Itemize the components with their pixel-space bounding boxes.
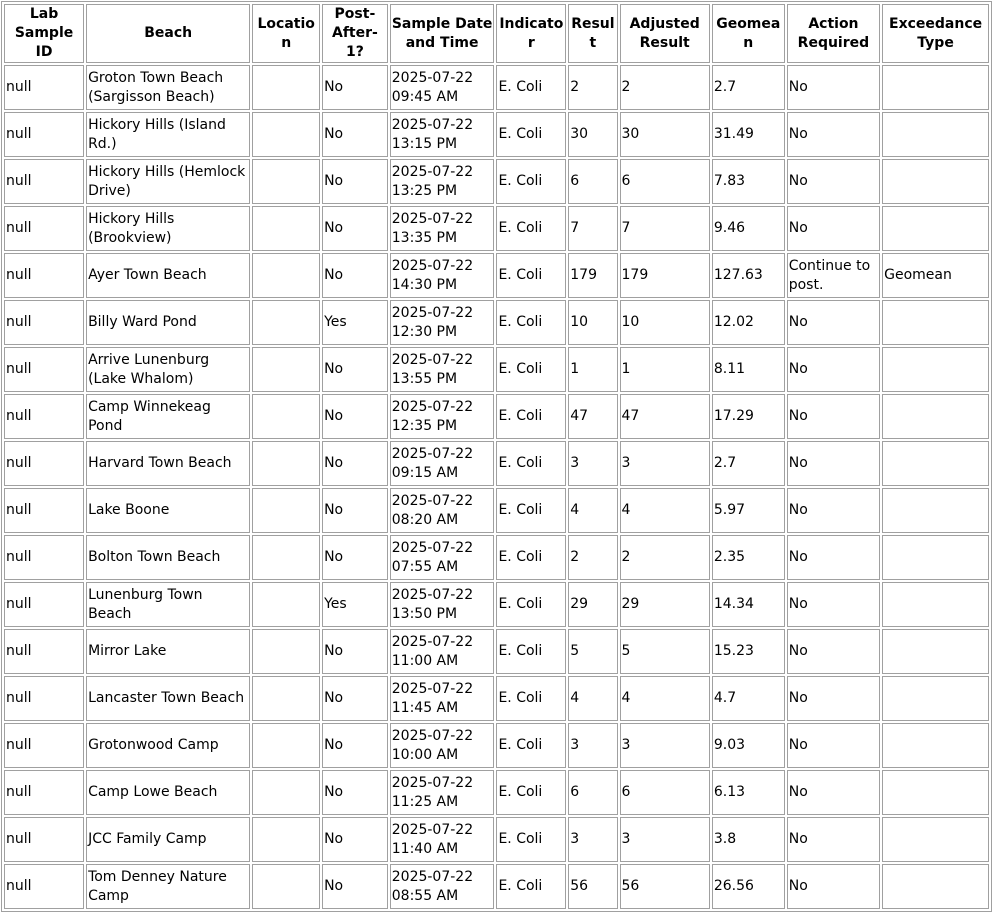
cell-indicator: E. Coli — [496, 253, 566, 298]
table-row — [4, 253, 989, 298]
cell-sample-date-time: 2025-07-22 12:35 PM — [390, 394, 495, 439]
header-adjusted-result: Adjusted Result — [620, 4, 710, 63]
table-row — [4, 817, 989, 862]
cell-post-after-1: Yes — [322, 582, 388, 627]
table-row — [4, 723, 989, 768]
cell-geomean: 9.03 — [712, 723, 785, 768]
cell-action-required: No — [787, 488, 880, 533]
table-row — [4, 347, 989, 392]
table-row — [4, 65, 989, 110]
cell-exceedance-type: Geomean — [882, 253, 989, 298]
cell-location — [252, 441, 320, 486]
table-row — [4, 629, 989, 674]
cell-post-after-1: No — [322, 159, 388, 204]
cell-sample-date-time: 2025-07-22 11:45 AM — [390, 676, 495, 721]
cell-beach: Bolton Town Beach — [86, 535, 250, 580]
cell-lab-sample-id: null — [4, 864, 84, 909]
cell-post-after-1: No — [322, 112, 388, 157]
cell-geomean: 26.56 — [712, 864, 785, 909]
cell-lab-sample-id: null — [4, 441, 84, 486]
cell-action-required: No — [787, 394, 880, 439]
cell-sample-date-time: 2025-07-22 11:25 AM — [390, 770, 495, 815]
cell-adjusted-result: 2 — [620, 535, 710, 580]
cell-exceedance-type — [882, 535, 989, 580]
cell-lab-sample-id: null — [4, 206, 84, 251]
cell-action-required: No — [787, 582, 880, 627]
cell-sample-date-time: 2025-07-22 07:55 AM — [390, 535, 495, 580]
cell-post-after-1: No — [322, 817, 388, 862]
cell-adjusted-result: 2 — [620, 65, 710, 110]
cell-adjusted-result: 3 — [620, 723, 710, 768]
cell-exceedance-type — [882, 347, 989, 392]
cell-geomean: 127.63 — [712, 253, 785, 298]
cell-indicator: E. Coli — [496, 206, 566, 251]
cell-indicator: E. Coli — [496, 394, 566, 439]
cell-lab-sample-id: null — [4, 582, 84, 627]
cell-geomean: 31.49 — [712, 112, 785, 157]
table-row — [4, 206, 989, 251]
cell-lab-sample-id: null — [4, 300, 84, 345]
cell-adjusted-result: 7 — [620, 206, 710, 251]
cell-result: 29 — [568, 582, 617, 627]
cell-beach: JCC Family Camp — [86, 817, 250, 862]
cell-result: 3 — [568, 817, 617, 862]
cell-location — [252, 582, 320, 627]
header-geomean: Geomean — [712, 4, 785, 63]
cell-exceedance-type — [882, 770, 989, 815]
table-row — [4, 676, 989, 721]
cell-adjusted-result: 6 — [620, 770, 710, 815]
cell-location — [252, 159, 320, 204]
cell-beach: Hickory Hills (Island Rd.) — [86, 112, 250, 157]
cell-location — [252, 629, 320, 674]
cell-location — [252, 112, 320, 157]
cell-indicator: E. Coli — [496, 159, 566, 204]
cell-geomean: 12.02 — [712, 300, 785, 345]
header-sample-date-time: Sample Date and Time — [390, 4, 495, 63]
cell-post-after-1: No — [322, 347, 388, 392]
cell-exceedance-type — [882, 723, 989, 768]
cell-sample-date-time: 2025-07-22 08:20 AM — [390, 488, 495, 533]
cell-beach: Harvard Town Beach — [86, 441, 250, 486]
cell-geomean: 8.11 — [712, 347, 785, 392]
table-row — [4, 535, 989, 580]
cell-action-required: No — [787, 65, 880, 110]
cell-location — [252, 864, 320, 909]
cell-sample-date-time: 2025-07-22 13:55 PM — [390, 347, 495, 392]
cell-geomean: 9.46 — [712, 206, 785, 251]
cell-post-after-1: No — [322, 441, 388, 486]
cell-action-required: No — [787, 347, 880, 392]
cell-post-after-1: No — [322, 488, 388, 533]
cell-result: 5 — [568, 629, 617, 674]
cell-sample-date-time: 2025-07-22 13:35 PM — [390, 206, 495, 251]
cell-geomean: 3.8 — [712, 817, 785, 862]
header-action-required: Action Required — [787, 4, 880, 63]
cell-exceedance-type — [882, 817, 989, 862]
cell-beach: Groton Town Beach (Sargisson Beach) — [86, 65, 250, 110]
cell-lab-sample-id: null — [4, 817, 84, 862]
cell-location — [252, 253, 320, 298]
cell-location — [252, 65, 320, 110]
cell-adjusted-result: 4 — [620, 488, 710, 533]
cell-adjusted-result: 1 — [620, 347, 710, 392]
cell-adjusted-result: 6 — [620, 159, 710, 204]
cell-result: 2 — [568, 65, 617, 110]
cell-beach: Lake Boone — [86, 488, 250, 533]
cell-lab-sample-id: null — [4, 535, 84, 580]
cell-location — [252, 817, 320, 862]
cell-location — [252, 535, 320, 580]
cell-sample-date-time: 2025-07-22 13:50 PM — [390, 582, 495, 627]
cell-indicator: E. Coli — [496, 347, 566, 392]
beach-sample-results-table — [1, 1, 992, 912]
cell-sample-date-time: 2025-07-22 10:00 AM — [390, 723, 495, 768]
header-beach: Beach — [86, 4, 250, 63]
cell-post-after-1: No — [322, 394, 388, 439]
cell-beach: Hickory Hills (Brookview) — [86, 206, 250, 251]
cell-action-required: No — [787, 723, 880, 768]
cell-lab-sample-id: null — [4, 488, 84, 533]
cell-post-after-1: No — [322, 676, 388, 721]
cell-adjusted-result: 3 — [620, 817, 710, 862]
cell-sample-date-time: 2025-07-22 08:55 AM — [390, 864, 495, 909]
cell-exceedance-type — [882, 300, 989, 345]
cell-lab-sample-id: null — [4, 112, 84, 157]
cell-geomean: 15.23 — [712, 629, 785, 674]
cell-exceedance-type — [882, 65, 989, 110]
table-row — [4, 770, 989, 815]
cell-post-after-1: No — [322, 65, 388, 110]
cell-beach: Ayer Town Beach — [86, 253, 250, 298]
cell-sample-date-time: 2025-07-22 11:40 AM — [390, 817, 495, 862]
cell-beach: Hickory Hills (Hemlock Drive) — [86, 159, 250, 204]
cell-indicator: E. Coli — [496, 723, 566, 768]
cell-result: 4 — [568, 488, 617, 533]
cell-location — [252, 676, 320, 721]
cell-sample-date-time: 2025-07-22 13:25 PM — [390, 159, 495, 204]
cell-adjusted-result: 56 — [620, 864, 710, 909]
table-row — [4, 441, 989, 486]
cell-adjusted-result: 47 — [620, 394, 710, 439]
cell-lab-sample-id: null — [4, 159, 84, 204]
cell-location — [252, 347, 320, 392]
cell-action-required: No — [787, 112, 880, 157]
cell-action-required: No — [787, 159, 880, 204]
cell-result: 56 — [568, 864, 617, 909]
cell-indicator: E. Coli — [496, 441, 566, 486]
table-header — [4, 4, 989, 63]
cell-post-after-1: No — [322, 770, 388, 815]
cell-result: 10 — [568, 300, 617, 345]
cell-result: 3 — [568, 441, 617, 486]
cell-action-required: No — [787, 206, 880, 251]
cell-indicator: E. Coli — [496, 676, 566, 721]
header-result: Result — [568, 4, 617, 63]
cell-indicator: E. Coli — [496, 535, 566, 580]
cell-action-required: No — [787, 629, 880, 674]
cell-action-required: No — [787, 864, 880, 909]
cell-beach: Arrive Lunenburg (Lake Whalom) — [86, 347, 250, 392]
header-exceedance-type: Exceedance Type — [882, 4, 989, 63]
cell-beach: Camp Winnekeag Pond — [86, 394, 250, 439]
cell-post-after-1: No — [322, 629, 388, 674]
cell-adjusted-result: 10 — [620, 300, 710, 345]
cell-result: 30 — [568, 112, 617, 157]
cell-exceedance-type — [882, 488, 989, 533]
cell-location — [252, 488, 320, 533]
cell-beach: Grotonwood Camp — [86, 723, 250, 768]
cell-geomean: 17.29 — [712, 394, 785, 439]
cell-sample-date-time: 2025-07-22 09:15 AM — [390, 441, 495, 486]
cell-geomean: 14.34 — [712, 582, 785, 627]
table-row — [4, 159, 989, 204]
cell-geomean: 4.7 — [712, 676, 785, 721]
cell-adjusted-result: 5 — [620, 629, 710, 674]
cell-geomean: 2.35 — [712, 535, 785, 580]
table-row — [4, 112, 989, 157]
cell-exceedance-type — [882, 441, 989, 486]
cell-action-required: No — [787, 817, 880, 862]
header-location: Location — [252, 4, 320, 63]
cell-indicator: E. Coli — [496, 817, 566, 862]
cell-location — [252, 770, 320, 815]
header-post-after-1: Post-After-1? — [322, 4, 388, 63]
cell-action-required: No — [787, 300, 880, 345]
cell-indicator: E. Coli — [496, 582, 566, 627]
cell-beach: Lancaster Town Beach — [86, 676, 250, 721]
cell-geomean: 6.13 — [712, 770, 785, 815]
cell-geomean: 7.83 — [712, 159, 785, 204]
cell-post-after-1: No — [322, 535, 388, 580]
cell-geomean: 2.7 — [712, 441, 785, 486]
cell-indicator: E. Coli — [496, 65, 566, 110]
cell-action-required: No — [787, 535, 880, 580]
cell-post-after-1: No — [322, 206, 388, 251]
cell-lab-sample-id: null — [4, 770, 84, 815]
cell-sample-date-time: 2025-07-22 13:15 PM — [390, 112, 495, 157]
cell-lab-sample-id: null — [4, 65, 84, 110]
cell-result: 7 — [568, 206, 617, 251]
cell-adjusted-result: 30 — [620, 112, 710, 157]
cell-result: 1 — [568, 347, 617, 392]
cell-exceedance-type — [882, 206, 989, 251]
cell-beach: Billy Ward Pond — [86, 300, 250, 345]
cell-post-after-1: No — [322, 723, 388, 768]
cell-action-required: No — [787, 441, 880, 486]
cell-exceedance-type — [882, 676, 989, 721]
cell-lab-sample-id: null — [4, 676, 84, 721]
cell-result: 6 — [568, 770, 617, 815]
cell-lab-sample-id: null — [4, 253, 84, 298]
cell-adjusted-result: 4 — [620, 676, 710, 721]
cell-result: 6 — [568, 159, 617, 204]
header-lab-sample-id: Lab Sample ID — [4, 4, 84, 63]
cell-lab-sample-id: null — [4, 394, 84, 439]
cell-location — [252, 300, 320, 345]
cell-beach: Lunenburg Town Beach — [86, 582, 250, 627]
cell-action-required: No — [787, 770, 880, 815]
cell-exceedance-type — [882, 629, 989, 674]
cell-exceedance-type — [882, 112, 989, 157]
cell-indicator: E. Coli — [496, 864, 566, 909]
cell-indicator: E. Coli — [496, 300, 566, 345]
cell-exceedance-type — [882, 394, 989, 439]
cell-location — [252, 206, 320, 251]
table-row — [4, 488, 989, 533]
cell-sample-date-time: 2025-07-22 11:00 AM — [390, 629, 495, 674]
cell-result: 3 — [568, 723, 617, 768]
cell-indicator: E. Coli — [496, 770, 566, 815]
cell-action-required: Continue to post. — [787, 253, 880, 298]
cell-location — [252, 394, 320, 439]
cell-lab-sample-id: null — [4, 629, 84, 674]
table-row — [4, 300, 989, 345]
cell-lab-sample-id: null — [4, 347, 84, 392]
cell-result: 179 — [568, 253, 617, 298]
cell-sample-date-time: 2025-07-22 14:30 PM — [390, 253, 495, 298]
cell-beach: Tom Denney Nature Camp — [86, 864, 250, 909]
cell-result: 2 — [568, 535, 617, 580]
table-body — [4, 65, 989, 909]
cell-post-after-1: Yes — [322, 300, 388, 345]
header-row — [4, 4, 989, 63]
cell-sample-date-time: 2025-07-22 09:45 AM — [390, 65, 495, 110]
cell-exceedance-type — [882, 159, 989, 204]
cell-geomean: 5.97 — [712, 488, 785, 533]
cell-sample-date-time: 2025-07-22 12:30 PM — [390, 300, 495, 345]
table-row — [4, 864, 989, 909]
cell-exceedance-type — [882, 864, 989, 909]
header-indicator: Indicator — [496, 4, 566, 63]
cell-lab-sample-id: null — [4, 723, 84, 768]
cell-location — [252, 723, 320, 768]
cell-result: 4 — [568, 676, 617, 721]
cell-result: 47 — [568, 394, 617, 439]
cell-beach: Camp Lowe Beach — [86, 770, 250, 815]
cell-adjusted-result: 29 — [620, 582, 710, 627]
cell-indicator: E. Coli — [496, 629, 566, 674]
cell-post-after-1: No — [322, 253, 388, 298]
cell-action-required: No — [787, 676, 880, 721]
cell-indicator: E. Coli — [496, 112, 566, 157]
cell-beach: Mirror Lake — [86, 629, 250, 674]
table-row — [4, 394, 989, 439]
cell-indicator: E. Coli — [496, 488, 566, 533]
cell-adjusted-result: 3 — [620, 441, 710, 486]
table-row — [4, 582, 989, 627]
cell-geomean: 2.7 — [712, 65, 785, 110]
cell-adjusted-result: 179 — [620, 253, 710, 298]
cell-exceedance-type — [882, 582, 989, 627]
cell-post-after-1: No — [322, 864, 388, 909]
